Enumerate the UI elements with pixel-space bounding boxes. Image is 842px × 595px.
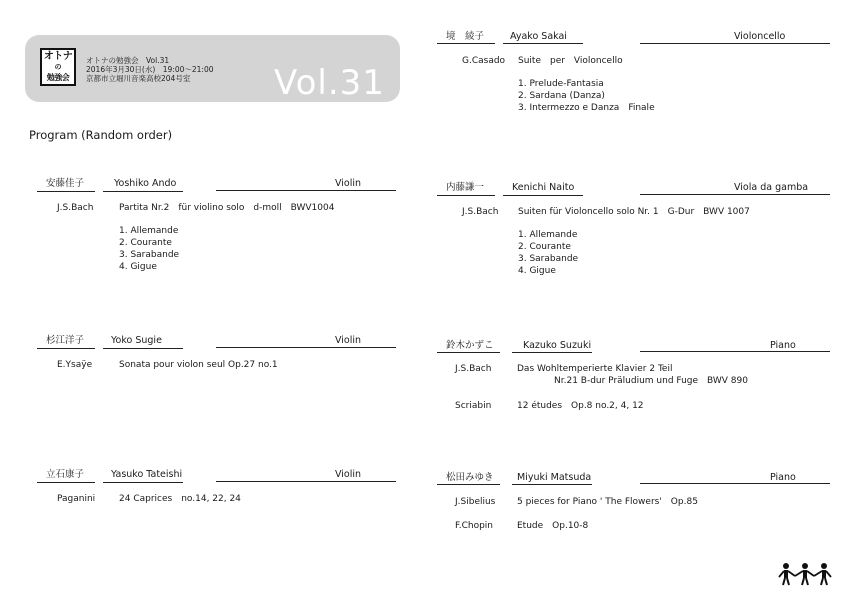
movement: 2. Sardana (Danza) <box>518 91 605 101</box>
divider <box>216 190 396 191</box>
performer-instrument: Violin <box>335 178 362 189</box>
composer: G.Casado <box>462 56 506 66</box>
piece-title: Partita Nr.2 für violino solo d-moll BWV1004 <box>119 203 335 213</box>
piece-title: Sonata pour violon seul Op.27 no.1 <box>119 360 278 370</box>
movement: 1. Prelude-Fantasia <box>518 79 604 89</box>
divider <box>103 348 183 349</box>
performer-instrument: Violin <box>335 335 362 346</box>
event-venue: 京都市立堀川音楽高校204号室 <box>86 74 191 83</box>
movement: 3. Sarabande <box>119 250 180 260</box>
movement: 1. Allemande <box>119 226 179 236</box>
performer-name-en: Ayako Sakai <box>510 31 567 42</box>
logo-line-1: オトナ <box>43 51 73 62</box>
performer-name-jp: 内藤謙一 <box>446 182 485 193</box>
performer-name-jp: 松田みゆき <box>446 472 494 483</box>
divider <box>216 481 396 482</box>
composer: Paganini <box>57 494 96 504</box>
composer: J.S.Bach <box>57 203 94 213</box>
performer-instrument: Piano <box>770 340 796 351</box>
movement: 2. Courante <box>518 242 571 252</box>
performer-name-en: Yasuko Tateishi <box>111 469 183 480</box>
movement: 2. Courante <box>119 238 172 248</box>
event-datetime: 2016年3月30日(水) 19:00～21:00 <box>86 65 214 74</box>
composer: J.S.Bach <box>462 207 499 217</box>
divider <box>103 482 183 483</box>
piece-title: Suiten für Violoncello solo Nr. 1 G-Dur BWV 1007 <box>518 207 750 217</box>
divider <box>512 484 592 485</box>
performer-name-jp: 鈴木かずこ <box>446 340 494 351</box>
performer-instrument: Piano <box>770 472 796 483</box>
piece-title: Das Wohltemperierte Klavier 2 Teil <box>517 364 673 374</box>
divider <box>103 191 183 192</box>
performer-name-en: Yoko Sugie <box>111 335 162 346</box>
performer-name-en: Kazuko Suzuki <box>523 340 592 351</box>
composer: J.S.Bach <box>455 364 492 374</box>
movement: 3. Intermezzo e Danza Finale <box>518 103 655 113</box>
divider <box>437 352 500 353</box>
divider <box>640 483 830 484</box>
performer-name-en: Yoshiko Ando <box>114 178 177 189</box>
movement: 4. Gigue <box>119 262 157 272</box>
logo-line-3: 勉強会 <box>46 73 70 82</box>
logo-line-2: の <box>54 63 62 71</box>
performer-name-en: Miyuki Matsuda <box>517 472 592 483</box>
movement: 1. Allemande <box>518 230 578 240</box>
divider <box>437 484 500 485</box>
divider <box>640 351 830 352</box>
divider <box>37 348 95 349</box>
performer-name-jp: 立石康子 <box>46 469 85 480</box>
performer-instrument: Violin <box>335 469 362 480</box>
performer-name-jp: 杉江洋子 <box>46 335 85 346</box>
program-heading: Program (Random order) <box>29 128 173 142</box>
piece-title: Suite per Violoncello <box>518 56 623 66</box>
divider <box>503 195 583 196</box>
performer-name-jp: 安藤佳子 <box>46 178 85 189</box>
divider <box>437 195 495 196</box>
divider <box>640 43 830 44</box>
piece-title: 24 Caprices no.14, 22, 24 <box>119 494 241 504</box>
composer: E.Ysaÿe <box>57 360 93 370</box>
movement: 4. Gigue <box>518 266 556 276</box>
performer-instrument: Viola da gamba <box>734 182 809 193</box>
composer: F.Chopin <box>455 521 494 531</box>
movement: 3. Sarabande <box>518 254 579 264</box>
divider <box>37 482 95 483</box>
people-holding-hands-icon <box>778 562 832 586</box>
performer-name-jp: 境 綾子 <box>446 31 485 42</box>
piece-title: Etude Op.10-8 <box>517 521 589 531</box>
piece-title-continued: Nr.21 B-dur Präludium und Fuge BWV 890 <box>554 376 748 386</box>
event-name: オトナの勉強会 Vol.31 <box>86 56 170 65</box>
performer-name-en: Kenichi Naito <box>512 182 575 193</box>
divider <box>512 352 592 353</box>
piece-title: 5 pieces for Piano ' The Flowers' Op.85 <box>517 497 698 507</box>
piece-title: 12 études Op.8 no.2, 4, 12 <box>517 401 644 411</box>
divider <box>37 191 95 192</box>
logo <box>40 48 76 86</box>
divider <box>640 194 830 195</box>
composer: J.Sibelius <box>455 497 496 507</box>
composer: Scriabin <box>455 401 492 411</box>
performer-instrument: Violoncello <box>734 31 786 42</box>
divider <box>216 347 396 348</box>
divider <box>503 43 583 44</box>
divider <box>437 43 495 44</box>
volume-title: Vol.31 <box>274 63 385 103</box>
